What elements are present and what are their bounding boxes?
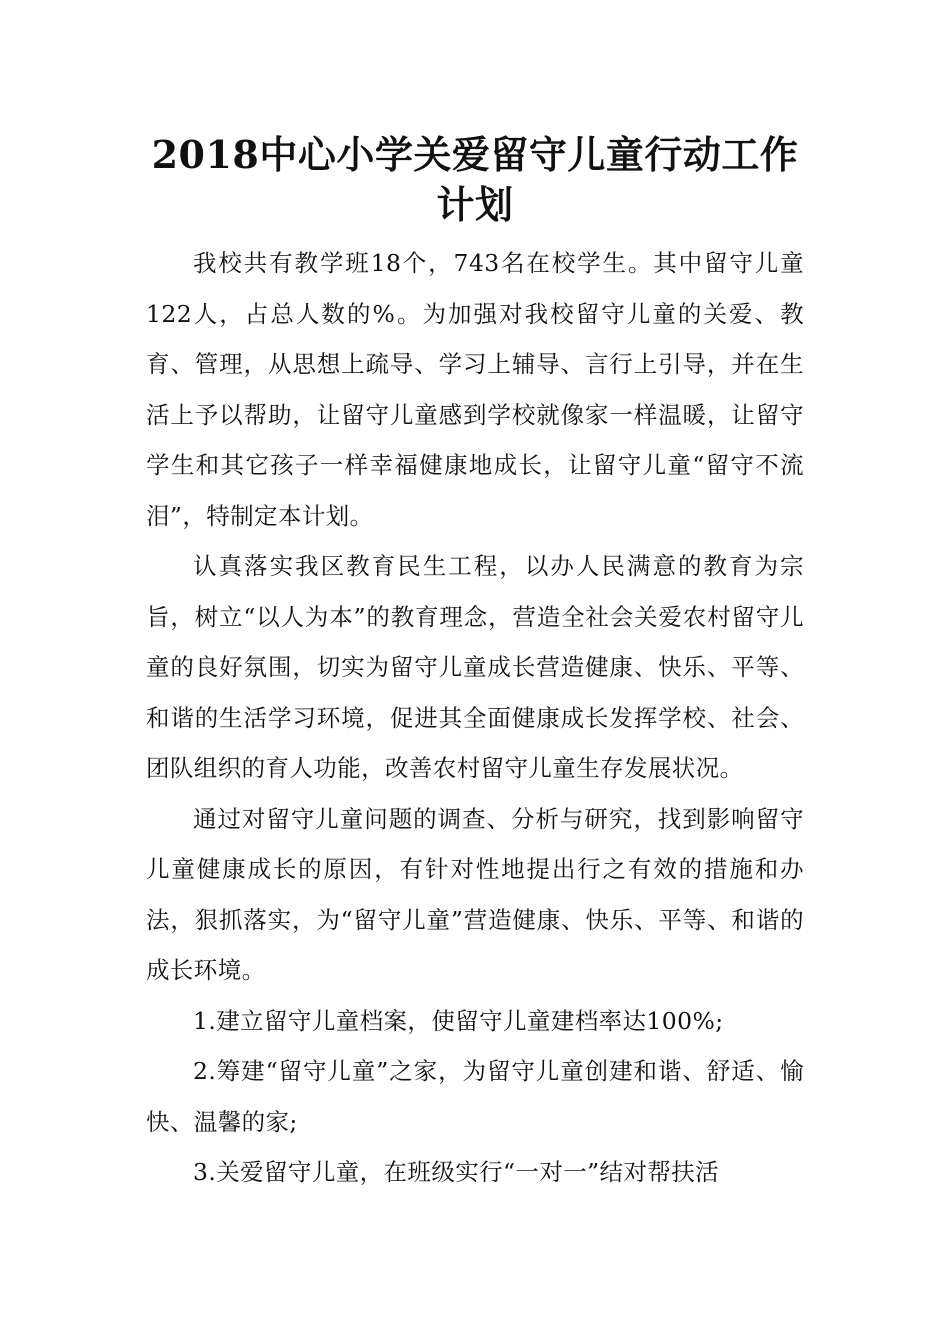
- paragraph-item-3: 3.关爱留守儿童，在班级实行“一对一”结对帮扶活: [193, 1158, 720, 1186]
- paragraph-item-2: 2.筹建“留守儿童”之家，为留守儿童创建和谐、舒适、愉快、温馨的家;: [146, 1057, 804, 1136]
- document-body: [146, 238, 804, 1198]
- paragraph-item-1: 1.建立留守儿童档案，使留守儿童建档率达100%;: [193, 1006, 724, 1035]
- document-title: 2018中心小学关爱留守儿童行动工作计划: [151, 132, 799, 227]
- paragraph-guiding-idea: 认真落实我区教育民生工程，以办人民满意的教育为宗旨，树立“以人为本”的教育理念，营造全社会关爱农村留守儿童的良好氛围，切实为留守儿童成长营造健康、快乐、平等、和谐的生活学习环境，促进其全面健康成长发挥学校、社会、团队组织的育人功能，改善农村留守儿童生存发展状况。: [146, 552, 804, 782]
- paragraph-goal: 通过对留守儿童问题的调查、分析与研究，找到影响留守儿童健康成长的原因，有针对性地提出行之有效的措施和办法，狠抓落实，为“留守儿童”营造健康、快乐、平等、和谐的成长环境。: [146, 804, 804, 984]
- paragraph-intro: 我校共有教学班18个，743名在校学生。其中留守儿童122人，占总人数的%。为加强对我校留守儿童的关爱、教育、管理，从思想上疏导、学习上辅导、言行上引导，并在生活上予以帮助，让留守儿童感到学校就像家一样温暖，让留守学生和其它孩子一样幸福健康地成长，让留守儿童“留守不流泪”，特制定本计划。: [146, 249, 804, 530]
